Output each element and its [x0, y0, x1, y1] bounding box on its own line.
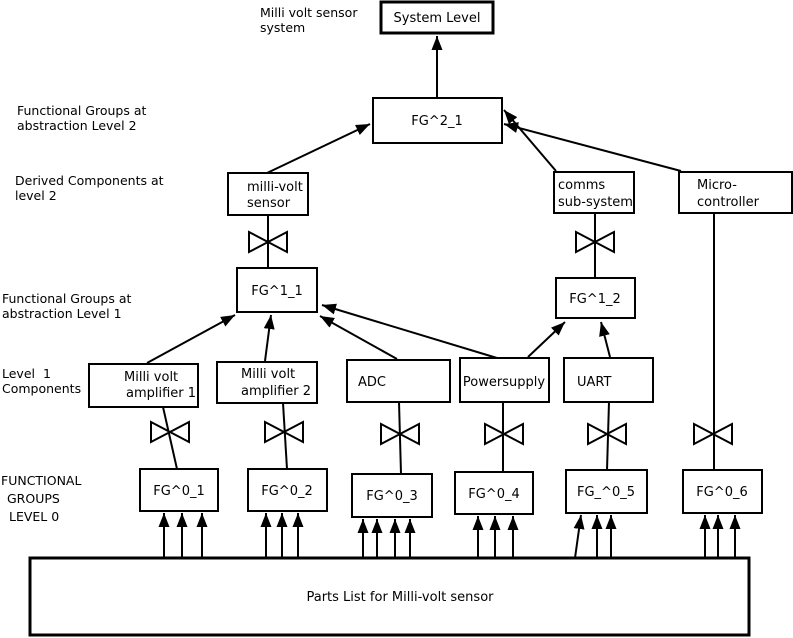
uart-label: UART — [577, 375, 612, 390]
arrow-amp2-to-fg1_1 — [265, 315, 271, 361]
amplifier2-label-line2: amplifier 2 — [241, 384, 312, 399]
node-amplifier1 — [89, 364, 198, 407]
node-amplifier2 — [217, 362, 317, 403]
connector-lines — [163, 213, 714, 474]
node-fg1-1 — [237, 268, 317, 312]
fg-level0-label-line2: GROUPS — [7, 491, 60, 506]
bowtie-icons — [151, 232, 732, 444]
system-note-line1: Milli volt sensor — [260, 5, 358, 20]
fg0-1-label: FG^0_1 — [153, 484, 205, 499]
node-uart — [564, 358, 653, 402]
amplifier2-label-line1: Milli volt — [241, 367, 296, 382]
milli-volt-sensor-label-line1: milli-volt — [247, 180, 303, 195]
powersupply-label: Powersupply — [462, 375, 546, 390]
node-system-level — [381, 2, 493, 33]
parts-list-label: Parts List for Milli-volt sensor — [306, 590, 494, 605]
arrow-amp1-to-fg1_1 — [147, 315, 235, 363]
fg-level2-label-line2: abstraction Level 2 — [17, 118, 137, 133]
fg1-1-label: FG^1_1 — [251, 284, 303, 299]
arrow-uart-to-fg1_2 — [601, 322, 610, 357]
fg-level0-label-line3: LEVEL 0 — [9, 509, 60, 524]
fg0-4-label: FG^0_4 — [468, 487, 520, 502]
system-level-label: System Level — [393, 11, 481, 26]
side-labels — [1, 5, 358, 524]
fg0-6-label: FG^0_6 — [696, 485, 748, 500]
arrow-adc-to-fg1_1 — [320, 316, 397, 359]
fg-level2-label-line1: Functional Groups at — [17, 103, 147, 118]
fg0-3-label: FG^0_3 — [366, 489, 418, 504]
node-micro-controller — [679, 172, 792, 213]
node-powersupply — [460, 358, 549, 402]
arrow-sensor-to-fg2_1 — [267, 124, 370, 173]
amplifier1-label-line2: amplifier 1 — [126, 386, 197, 401]
arrow-comms-to-fg2_1 — [504, 110, 556, 171]
node-adc — [347, 360, 450, 402]
system-note-line2: system — [260, 20, 306, 35]
fg0-2-label: FG^0_2 — [261, 484, 313, 499]
node-fg1-2 — [556, 278, 635, 318]
comms-subsystem-label-line2: sub-system — [558, 195, 633, 210]
node-parts-list — [30, 558, 749, 635]
micro-controller-label-line2: controller — [697, 195, 760, 210]
node-fg0-6 — [683, 470, 762, 513]
node-fg0-5 — [566, 470, 647, 513]
fg-level0-label-line1: FUNCTIONAL — [1, 473, 82, 488]
fg2-1-label: FG^2_1 — [411, 114, 463, 129]
micro-controller-label-line1: Micro- — [697, 178, 737, 193]
derived-level2-label-line2: level 2 — [15, 188, 57, 203]
connector-amp2-to-fg0_2 — [283, 403, 287, 469]
fg-level1-label-line2: abstraction Level 1 — [2, 306, 122, 321]
node-milli-volt-sensor — [228, 173, 308, 215]
fg1-2-label: FG^1_2 — [569, 292, 621, 307]
parts-list-arrows — [164, 513, 735, 558]
node-comms-subsystem — [554, 172, 634, 213]
fg-level1-label-line1: Functional Groups at — [2, 291, 132, 306]
derived-level2-label-line1: Derived Components at — [15, 173, 164, 188]
connector-adc-to-fg0_3 — [399, 402, 401, 474]
node-fg0-4 — [455, 472, 533, 514]
node-fg2-1 — [373, 98, 502, 143]
level1-components-label-line1: Level 1 — [2, 366, 51, 381]
arrow-parts-to-fg0_5 — [575, 515, 581, 558]
amplifier1-label-line1: Milli volt — [124, 370, 179, 385]
node-fg0-2 — [248, 469, 327, 511]
arrow-powersupply-to-fg1_2 — [528, 322, 565, 357]
connector-amp1-to-fg0_1 — [163, 407, 177, 469]
node-fg0-3 — [352, 474, 432, 517]
adc-label: ADC — [358, 375, 386, 390]
fg0-5-label: FG_^0_5 — [577, 485, 635, 500]
node-fg0-1 — [140, 469, 218, 511]
arrow-micro-to-fg2_1 — [504, 124, 681, 171]
comms-subsystem-label-line1: comms — [558, 178, 606, 193]
level1-components-label-line2: Components — [2, 381, 82, 396]
milli-volt-sensor-label-line2: sensor — [247, 196, 291, 211]
